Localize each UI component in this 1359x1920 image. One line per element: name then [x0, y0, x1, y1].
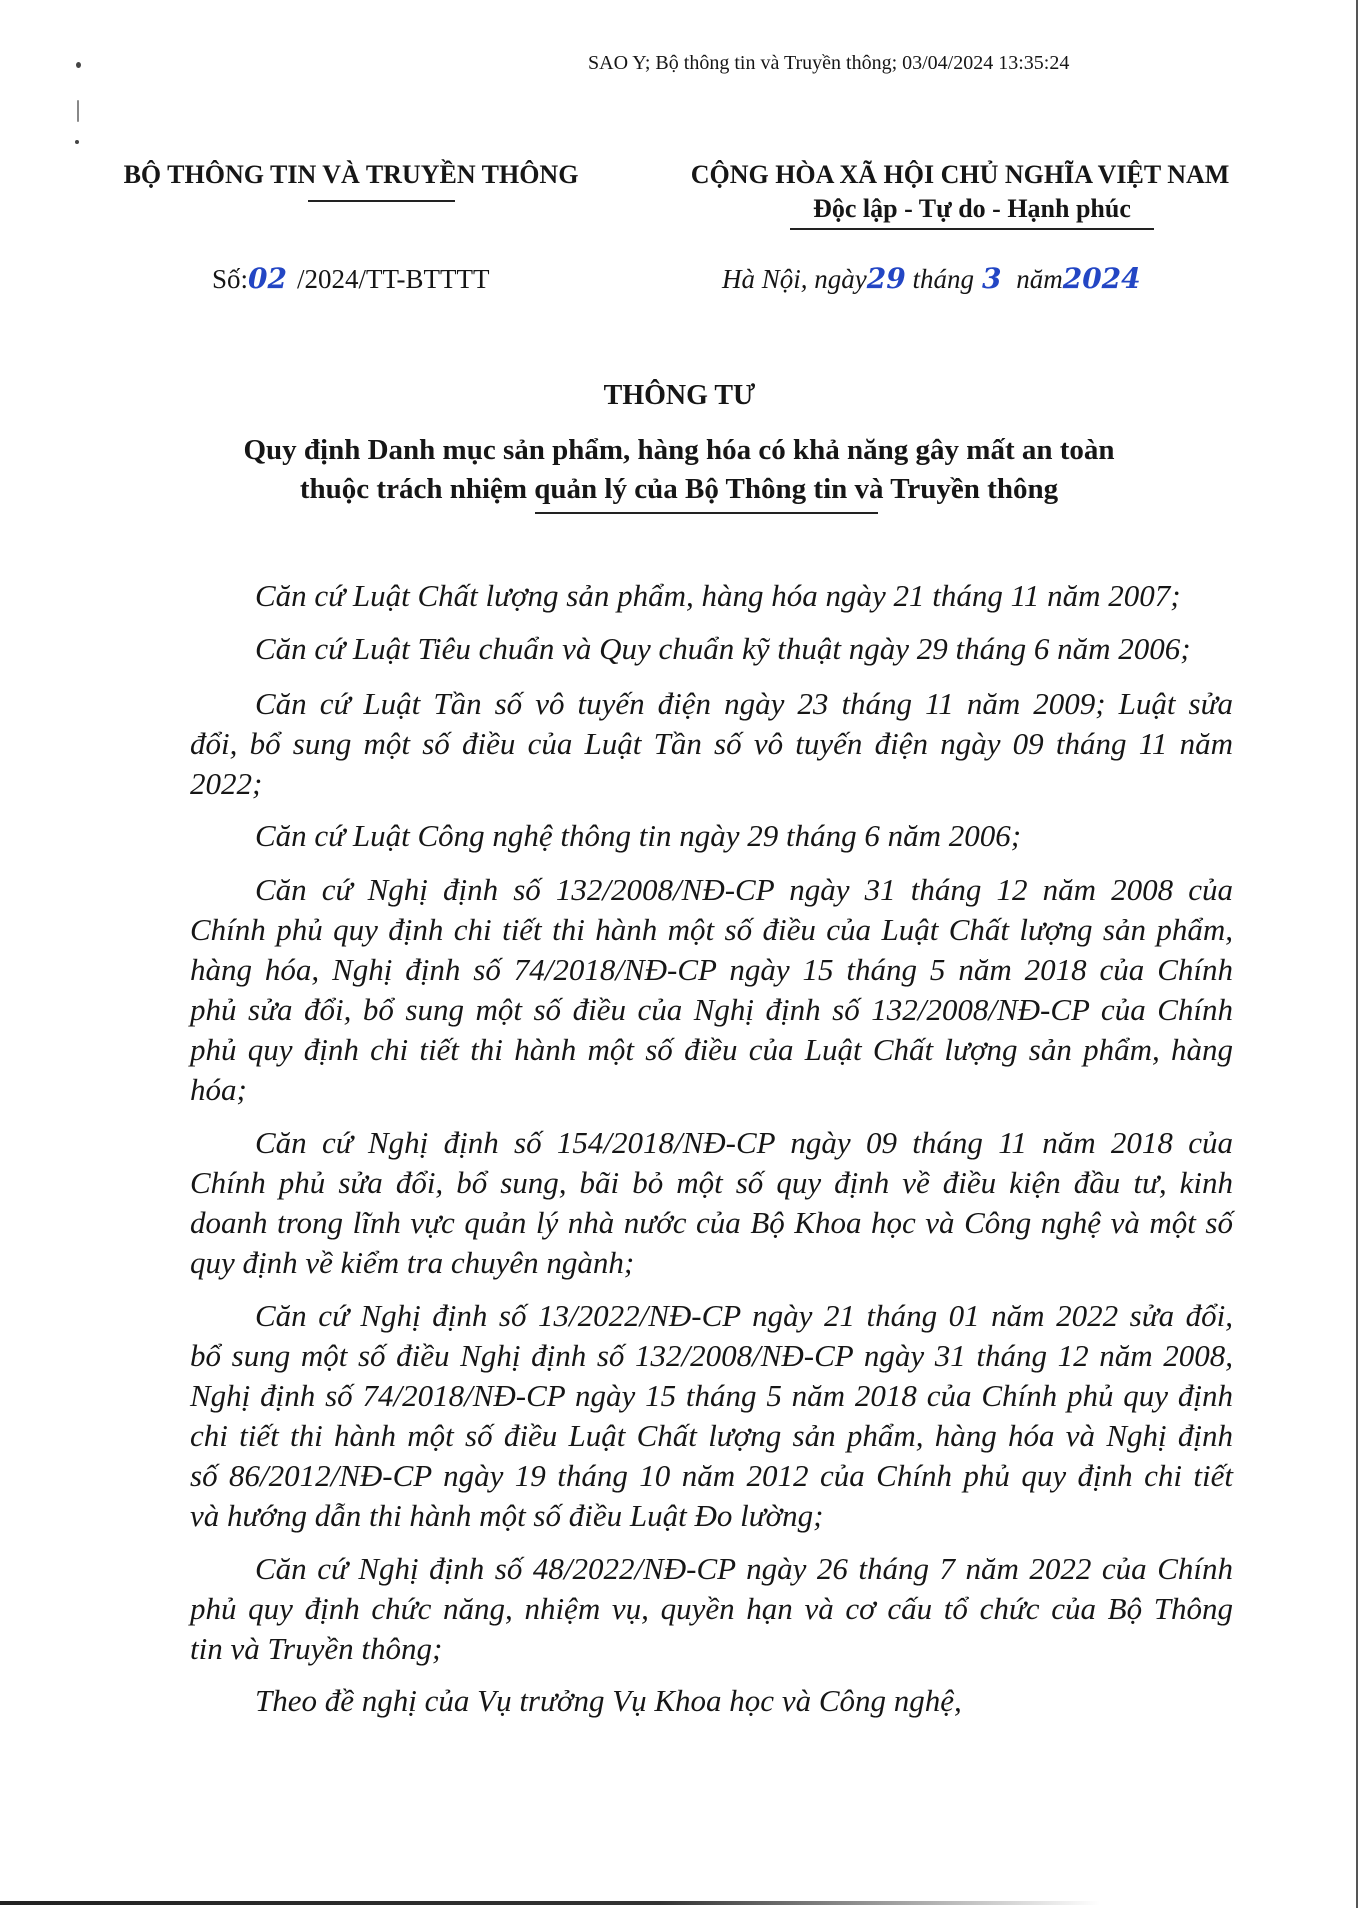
national-motto: Độc lập - Tự do - Hạnh phúc: [813, 194, 1131, 223]
recital-paragraph: [190, 1549, 1233, 1669]
recital-paragraph: [190, 576, 1233, 616]
recital-paragraph: [190, 629, 1233, 669]
page-right-edge: [1356, 0, 1358, 1908]
scan-speck: [76, 62, 81, 68]
paragraph-line: Căn cứ Nghị định số 132/2008/NĐ-CP ngày 31 tháng 12 năm 2008 của: [255, 872, 1233, 907]
paragraph-line: Chính phủ sửa đổi, bổ sung, bãi bỏ một số quy định về điều kiện đầu tư, kinh: [190, 1165, 1233, 1200]
title-line-2: thuộc trách nhiệm quản lý của Bộ Thông tin và Truyền thông: [299, 473, 1059, 505]
document-number: [212, 262, 489, 295]
paragraph-line: bổ sung một số điều Nghị định số 132/2008/NĐ-CP ngày 31 tháng 12 năm 2008,: [190, 1338, 1233, 1373]
year-handwritten: 2024: [1062, 262, 1141, 295]
paragraph-line: Căn cứ Luật Tần số vô tuyến điện ngày 23 tháng 11 năm 2009; Luật sửa: [255, 686, 1233, 721]
paragraph-line: Chính phủ quy định chi tiết thi hành một số điều của Luật Chất lượng sản phẩm,: [190, 912, 1233, 947]
paragraph-line: Căn cứ Nghị định số 13/2022/NĐ-CP ngày 21 tháng 01 năm 2022 sửa đổi,: [255, 1298, 1233, 1333]
paragraph-line: Căn cứ Luật Công nghệ thông tin ngày 29 tháng 6 năm 2006;: [255, 818, 1022, 853]
year-label: năm: [1009, 264, 1063, 294]
document-type: THÔNG TƯ: [603, 380, 756, 411]
recital-paragraph: [190, 816, 1233, 856]
doc-number-suffix: /2024/TT-BTTTT: [297, 264, 490, 294]
paragraph-line: phủ sửa đổi, bổ sung một số điều của Nghị định số 132/2008/NĐ-CP của Chính: [190, 992, 1233, 1027]
recital-paragraph: [190, 684, 1233, 804]
paragraph-line: đổi, bổ sung một số điều của Luật Tần số vô tuyến điện ngày 09 tháng 11 năm: [190, 726, 1233, 761]
page-bottom-edge: [0, 1901, 1100, 1905]
recital-paragraph: [190, 1123, 1233, 1283]
paragraph-line: doanh trong lĩnh vực quản lý nhà nước của Bộ Khoa học và Công nghệ và một số: [190, 1205, 1233, 1240]
paragraph-line: Nghị định số 74/2018/NĐ-CP ngày 15 tháng 5 năm 2018 của Chính phủ quy định: [190, 1378, 1233, 1413]
day-handwritten: 29: [866, 262, 906, 295]
issuing-agency: BỘ THÔNG TIN VÀ TRUYỀN THÔNG: [123, 160, 579, 189]
recital-paragraph: [190, 1296, 1233, 1536]
paragraph-line: số 86/2012/NĐ-CP ngày 19 tháng 10 năm 2012 của Chính phủ quy định chi tiết: [190, 1458, 1233, 1493]
paragraph-line: Căn cứ Luật Tiêu chuẩn và Quy chuẩn kỹ thuật ngày 29 tháng 6 năm 2006;: [255, 631, 1191, 666]
month-label: tháng: [905, 264, 974, 294]
paragraph-line: Căn cứ Nghị định số 154/2018/NĐ-CP ngày 09 tháng 11 năm 2018 của: [255, 1125, 1233, 1160]
paragraph-line: và hướng dẫn thi hành một số điều Luật Đo lường;: [190, 1498, 824, 1533]
paragraph-line: phủ quy định chức năng, nhiệm vụ, quyền hạn và cơ cấu tổ chức của Bộ Thông: [190, 1591, 1233, 1626]
agency-underline: [308, 200, 455, 202]
paragraph-line: Căn cứ Luật Chất lượng sản phẩm, hàng hóa ngày 21 tháng 11 năm 2007;: [255, 578, 1181, 613]
paragraph-line: hóa;: [190, 1072, 247, 1107]
recital-paragraph: [190, 1681, 1233, 1721]
copy-stamp: SAO Y; Bộ thông tin và Truyền thông; 03/04/2024 13:35:24: [588, 52, 1070, 74]
paragraph-line: 2022;: [190, 766, 263, 801]
paragraph-line: Theo đề nghị của Vụ trưởng Vụ Khoa học và Công nghệ,: [255, 1683, 962, 1718]
paragraph-line: Căn cứ Nghị định số 48/2022/NĐ-CP ngày 26 tháng 7 năm 2022 của Chính: [255, 1551, 1233, 1586]
paragraph-line: phủ quy định chi tiết thi hành một số điều của Luật Chất lượng sản phẩm, hàng: [190, 1032, 1233, 1067]
scan-speck: [75, 140, 79, 144]
paragraph-line: quy định về kiểm tra chuyên ngành;: [190, 1245, 635, 1280]
motto-underline: [790, 228, 1154, 230]
recital-paragraph: [190, 870, 1233, 1110]
title-underline: [535, 512, 878, 514]
place-prefix: Hà Nội, ngày: [722, 264, 867, 294]
scan-speck: [77, 100, 79, 122]
doc-number-prefix: Số:: [212, 264, 249, 294]
national-title: CỘNG HÒA XÃ HỘI CHỦ NGHĨA VIỆT NAM: [690, 160, 1230, 189]
place-date: [722, 262, 1141, 295]
title-line-1: Quy định Danh mục sản phẩm, hàng hóa có khả năng gây mất an toàn: [243, 434, 1115, 466]
paragraph-line: tin và Truyền thông;: [190, 1631, 443, 1666]
paragraph-line: chi tiết thi hành một số điều Luật Chất lượng sản phẩm, hàng hóa và Nghị định: [190, 1418, 1233, 1453]
month-handwritten: 3: [981, 262, 1002, 295]
paragraph-line: hàng hóa, Nghị định số 74/2018/NĐ-CP ngày 15 tháng 5 năm 2018 của Chính: [190, 952, 1233, 987]
doc-number-handwritten: 02: [248, 262, 287, 295]
